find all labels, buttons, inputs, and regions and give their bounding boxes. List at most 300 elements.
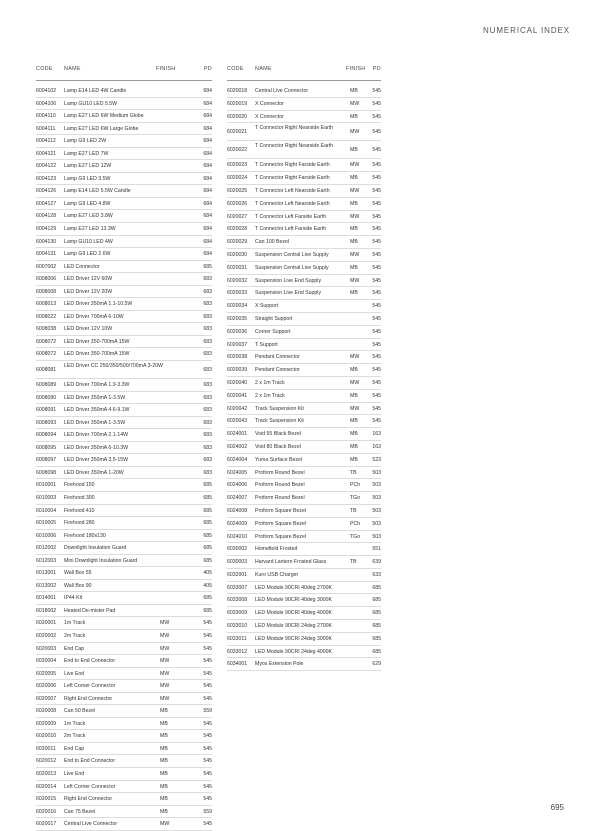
row-page: 683 [203, 301, 212, 308]
table-row [36, 248, 212, 261]
row-code: 6020033 [227, 290, 248, 297]
table-row [36, 298, 212, 311]
row-code: 6020023 [227, 162, 248, 169]
table-row [36, 417, 212, 430]
row-page: 545 [372, 213, 381, 220]
row-name: Homefield Frosted [255, 546, 298, 553]
row-finish: PCh [350, 520, 361, 527]
row-page: 683 [203, 382, 212, 389]
row-page: 685 [372, 584, 381, 591]
row-code: 6020042 [227, 405, 248, 412]
row-name: LED Driver 350mA 1.1-10.5W [64, 301, 133, 308]
row-finish: MW [350, 162, 360, 169]
row-code: 6004110 [36, 113, 56, 120]
table-row [227, 123, 381, 141]
row-page: 545 [372, 251, 381, 258]
row-finish: MB [160, 808, 168, 815]
row-name: End Cap [64, 745, 85, 752]
row-page: 545 [203, 695, 212, 702]
row-page: 684 [203, 100, 212, 107]
row-code: 6008093 [36, 419, 57, 426]
table-row [227, 313, 381, 326]
table-row [227, 198, 381, 211]
row-code: 6020012 [36, 758, 57, 765]
row-page: 545 [372, 239, 381, 246]
table-row [227, 223, 381, 236]
table-row [36, 429, 212, 442]
row-name: Proform Round Bezel [255, 482, 305, 489]
row-page: 545 [372, 187, 381, 194]
row-name: LED Module 90CRI 40deg 2700K [255, 584, 332, 591]
table-row [36, 85, 212, 98]
row-finish: PCh [350, 482, 361, 489]
row-code: 6020004 [36, 658, 57, 665]
row-page: 503 [372, 520, 381, 527]
table-row [36, 123, 212, 136]
row-code: 6020015 [36, 796, 57, 803]
table-row [227, 658, 381, 671]
row-name: End to End Connector [64, 658, 116, 665]
row-code: 6008008 [36, 288, 57, 295]
table-row [36, 793, 212, 806]
row-name: Harvard Lantern Frosted Glass [255, 559, 327, 566]
row-page: 545 [203, 796, 212, 803]
row-code: 6024002 [227, 443, 248, 450]
row-name: T Support [255, 341, 278, 348]
row-page: 685 [203, 507, 212, 514]
row-page: 683 [203, 326, 212, 333]
table-row [227, 620, 381, 633]
row-page: 685 [372, 635, 381, 642]
row-code: 6020026 [227, 200, 248, 207]
row-page: 639 [372, 559, 381, 566]
table-row [227, 390, 381, 403]
row-finish: MW [160, 670, 170, 677]
row-page: 503 [372, 469, 381, 476]
row-finish: MW [350, 251, 360, 258]
row-code: 6020034 [227, 303, 248, 310]
row-code: 6018002 [36, 607, 57, 614]
row-page: 405 [203, 582, 212, 589]
row-code: 6004111 [36, 125, 56, 132]
table-rows [227, 85, 381, 671]
row-finish: MW [350, 277, 360, 284]
row-code: 6020043 [227, 418, 248, 425]
row-page: 545 [372, 100, 381, 107]
row-code: 6020011 [36, 745, 56, 752]
row-code: 6020022 [227, 147, 248, 154]
table-row [227, 594, 381, 607]
row-name: Right End Connector [64, 796, 113, 803]
row-finish: MW [160, 821, 170, 828]
row-finish: MW [350, 379, 360, 386]
finish-column-header: FINISH [346, 66, 366, 72]
row-code: 6020035 [227, 315, 248, 322]
row-page: 684 [203, 88, 212, 94]
row-page: 545 [203, 720, 212, 727]
row-name: Void 80 Black Bezel [255, 443, 301, 450]
row-page: 545 [372, 354, 381, 361]
table-row [36, 223, 212, 236]
row-code: 6010004 [36, 507, 57, 514]
row-name: Proform Round Bezel [255, 469, 305, 476]
table-row [227, 287, 381, 300]
row-page: 685 [203, 595, 212, 602]
row-page: 545 [203, 745, 212, 752]
row-code: 6030003 [227, 559, 248, 566]
row-name: Can 50 Bezel [64, 708, 96, 715]
row-name: LED Driver 350mA 6-10.3W [64, 444, 129, 451]
row-page: 545 [203, 620, 212, 627]
row-name: 1m Track [64, 720, 86, 727]
row-page: 545 [203, 658, 212, 665]
row-name: Proform Square Bezel [255, 507, 307, 514]
row-name: IP44 Kit [64, 595, 83, 602]
row-page: 685 [203, 607, 212, 614]
row-page: 684 [203, 138, 212, 145]
finish-column-header: FINISH [156, 66, 176, 72]
row-page: 545 [372, 405, 381, 412]
row-page: 545 [372, 162, 381, 169]
table-row [227, 441, 381, 454]
row-code: 6024007 [227, 495, 248, 502]
row-name: X Connector [255, 100, 284, 107]
table-row [227, 556, 381, 569]
row-page: 633 [372, 571, 381, 578]
table-row [227, 454, 381, 467]
row-name: Lamp G9 LED 2.6W [64, 251, 111, 258]
row-page: 683 [203, 367, 212, 374]
row-code: 6020007 [36, 695, 57, 702]
table-row [36, 135, 212, 148]
row-code: 6008006 [36, 276, 57, 283]
row-name: T Connector Left Nearside Earth [255, 200, 330, 207]
row-code: 6008013 [36, 301, 57, 308]
row-code: 6020024 [227, 175, 248, 182]
table-row [36, 348, 212, 361]
table-row [227, 141, 381, 159]
table-header [227, 66, 381, 78]
table-row [36, 806, 212, 819]
row-name: LED Driver 12V 10W [64, 326, 113, 333]
table-row [36, 361, 212, 379]
row-code: 6004122 [36, 163, 57, 170]
row-name: Proform Square Bezel [255, 520, 307, 527]
row-page: 683 [203, 313, 212, 320]
row-name: Downlight Insulation Guard [64, 545, 127, 552]
table-row [36, 781, 212, 794]
row-code: 6020002 [36, 632, 57, 639]
name-column-header: NAME [255, 66, 272, 72]
row-name: 1m Track [64, 620, 86, 627]
row-page: 684 [203, 200, 212, 207]
table-row [36, 173, 212, 186]
row-code: 6020031 [227, 264, 248, 271]
row-finish: MB [160, 720, 168, 727]
row-page: 684 [203, 213, 212, 220]
row-code: 6033012 [227, 648, 248, 655]
row-code: 6033007 [227, 584, 248, 591]
row-name: Lamp E27 LED 6W Medium Globe [64, 113, 144, 120]
table-row [36, 718, 212, 731]
row-finish: MB [160, 758, 168, 765]
row-code: 6020001 [36, 620, 57, 627]
row-name: LED Driver 700mA 2.1-14W [64, 432, 129, 439]
table-row [36, 273, 212, 286]
name-column-header: NAME [64, 66, 81, 72]
row-page: 683 [203, 288, 212, 295]
table-row [227, 505, 381, 518]
row-name: Firehood 280 [64, 520, 95, 527]
row-code: 6013001 [36, 570, 57, 577]
table-row [36, 668, 212, 681]
row-page: 545 [203, 670, 212, 677]
table-row [227, 569, 381, 582]
table-row [36, 261, 212, 274]
row-finish: MB [350, 200, 358, 207]
table-row [227, 300, 381, 313]
row-name: LED Driver 350mA 1-3.5W [64, 419, 126, 426]
row-code: 6004129 [36, 226, 57, 233]
row-code: 6024004 [227, 456, 248, 463]
row-page: 545 [372, 88, 381, 94]
row-finish: TB [350, 559, 357, 566]
row-code: 6020010 [36, 733, 57, 740]
row-finish: MW [350, 213, 360, 220]
row-page: 503 [372, 507, 381, 514]
row-page: 545 [203, 783, 212, 790]
row-name: T Connector Left Farside Earth [255, 226, 327, 233]
row-page: 683 [203, 407, 212, 414]
row-name: Lamp GU10 LED 5.5W [64, 100, 118, 107]
row-name: LED Module 90CRI 24deg 2700K [255, 623, 332, 630]
table-row [36, 705, 212, 718]
row-name: Firehood 150 [64, 482, 95, 489]
table-row [227, 185, 381, 198]
row-code: 6024006 [227, 482, 248, 489]
row-finish: MB [160, 708, 168, 715]
row-name: Lamp E14 LED 5.5W Candle [64, 188, 131, 195]
row-page: 685 [203, 557, 212, 564]
row-name: Lamp E27 LED 7W [64, 150, 109, 157]
row-name: Suspension Live End Supply [255, 277, 322, 284]
row-page: 545 [203, 683, 212, 690]
row-code: 6033011 [227, 635, 247, 642]
row-page: 683 [203, 419, 212, 426]
table-row [227, 249, 381, 262]
row-name: Pendant Connector [255, 367, 300, 374]
row-name: Can 75 Bezel [64, 808, 96, 815]
table-row [227, 492, 381, 505]
row-page: 551 [372, 546, 381, 553]
table-row [227, 275, 381, 288]
row-code: 6020006 [36, 683, 57, 690]
table-row [227, 646, 381, 659]
row-code: 6020037 [227, 341, 248, 348]
row-page: 685 [203, 545, 212, 552]
row-page: 684 [203, 150, 212, 157]
table-row [227, 479, 381, 492]
row-page: 683 [203, 276, 212, 283]
row-code: 6012002 [36, 545, 57, 552]
row-finish: MB [350, 456, 358, 463]
row-code: 6020009 [36, 720, 57, 727]
table-rows [36, 85, 212, 831]
table-row [36, 160, 212, 173]
table-row [227, 531, 381, 544]
row-finish: MW [350, 100, 360, 107]
row-name: Firehood 180x130 [64, 532, 106, 539]
row-page: 684 [203, 175, 212, 182]
table-row [36, 110, 212, 123]
row-code: 6020041 [227, 392, 248, 399]
row-page: 685 [372, 597, 381, 604]
row-name: Wall Box 90 [64, 582, 92, 589]
row-name: X Connector [255, 113, 284, 120]
row-code: 6020020 [227, 113, 248, 120]
row-code: 6020018 [227, 88, 248, 94]
row-page: 545 [203, 758, 212, 765]
row-page: 685 [203, 482, 212, 489]
row-name: Suspension Central Live Supply [255, 264, 329, 271]
row-page: 545 [203, 632, 212, 639]
row-name: LED Driver 350-700mA 15W [64, 351, 130, 358]
table-row [227, 211, 381, 224]
row-code: 6020032 [227, 277, 248, 284]
row-code: 6013002 [36, 582, 57, 589]
table-row [36, 311, 212, 324]
row-finish: TB [350, 469, 357, 476]
row-code: 6008022 [36, 313, 57, 320]
row-finish: MW [350, 187, 360, 194]
row-code: 6020003 [36, 645, 57, 652]
table-row [227, 467, 381, 480]
row-page: 405 [203, 570, 212, 577]
row-code: 6004123 [36, 175, 57, 182]
row-code: 6020008 [36, 708, 57, 715]
table-row [227, 159, 381, 172]
row-name: Live End [64, 670, 85, 677]
row-page: 683 [203, 338, 212, 345]
row-page: 685 [372, 610, 381, 617]
row-name: T Connector Right Nearside Earth [255, 125, 334, 132]
row-code: 6020014 [36, 783, 57, 790]
row-code: 6020036 [227, 328, 248, 335]
table-row [36, 467, 212, 480]
row-code: 6020005 [36, 670, 57, 677]
row-code: 6020025 [227, 187, 248, 194]
row-code: 6004127 [36, 200, 57, 207]
row-code: 6004112 [36, 138, 56, 145]
row-page: 545 [372, 226, 381, 233]
row-page: 684 [203, 163, 212, 170]
row-name: Proform Round Bezel [255, 495, 305, 502]
table-row [227, 326, 381, 339]
row-finish: MW [160, 645, 170, 652]
row-finish: MB [160, 745, 168, 752]
row-name: Track Suspension Kit [255, 418, 304, 425]
row-code: 6008091 [36, 407, 57, 414]
row-page: 545 [372, 147, 381, 154]
row-finish: MB [160, 796, 168, 803]
row-page: 683 [203, 469, 212, 476]
row-name: 2 x 1m Track [255, 392, 285, 399]
table-row [36, 542, 212, 555]
row-code: 6008089 [36, 382, 57, 389]
row-page: 545 [203, 733, 212, 740]
row-page: 545 [203, 645, 212, 652]
row-page: 545 [372, 418, 381, 425]
page-header-title: NUMERICAL INDEX [483, 26, 570, 35]
row-page: 545 [203, 770, 212, 777]
table-row [36, 336, 212, 349]
row-code: 6004130 [36, 238, 57, 245]
row-code: 6024010 [227, 533, 248, 540]
row-name: Central Live Connector [255, 88, 309, 94]
row-finish: MB [350, 418, 358, 425]
row-code: 6024009 [227, 520, 248, 527]
row-page: 684 [203, 226, 212, 233]
row-page: 685 [203, 494, 212, 501]
row-page: 503 [372, 495, 381, 502]
row-name: Wall Box 55 [64, 570, 92, 577]
row-code: 6020028 [227, 226, 248, 233]
row-name: Right End Connector [64, 695, 113, 702]
row-finish: MB [350, 226, 358, 233]
row-page: 545 [372, 264, 381, 271]
table-row [227, 633, 381, 646]
table-row [227, 262, 381, 275]
code-column-header: CODE [227, 66, 244, 72]
row-code: 6034001 [227, 661, 248, 668]
row-finish: MB [350, 175, 358, 182]
row-page: 684 [203, 113, 212, 120]
row-name: LED Connector [64, 263, 100, 270]
table-row [36, 442, 212, 455]
table-row [36, 567, 212, 580]
row-name: Proform Square Bezel [255, 533, 307, 540]
table-row [227, 543, 381, 556]
table-row [36, 818, 212, 831]
table-row [36, 555, 212, 568]
row-finish: MB [350, 88, 358, 94]
table-row [36, 505, 212, 518]
row-name: Lamp G9 LED 3.5W [64, 175, 111, 182]
row-code: 6020019 [227, 100, 248, 107]
row-name: LED Driver 700mA 6-10W [64, 313, 124, 320]
row-finish: MB [160, 770, 168, 777]
row-code: 6024008 [227, 507, 248, 514]
table-row [227, 339, 381, 352]
page-number: 695 [550, 803, 564, 812]
table-row [36, 198, 212, 211]
row-name: Lamp E27 LED 3.8W [64, 213, 113, 220]
row-finish: MW [350, 129, 360, 136]
row-code: 6020029 [227, 239, 248, 246]
row-code: 6008081 [36, 367, 57, 374]
row-name: Track Suspension Kit [255, 405, 304, 412]
table-row [227, 351, 381, 364]
row-name: LED Driver 700mA 1.9-3.3W [64, 382, 130, 389]
row-name: End to End Connector [64, 758, 116, 765]
row-code: 6008090 [36, 394, 57, 401]
row-page: 545 [372, 379, 381, 386]
row-code: 6004102 [36, 88, 57, 94]
row-name: Firehood 410 [64, 507, 95, 514]
table-row [227, 85, 381, 98]
row-name: T Connector Right Farside Earth [255, 162, 330, 169]
row-finish: TGo [350, 495, 361, 502]
